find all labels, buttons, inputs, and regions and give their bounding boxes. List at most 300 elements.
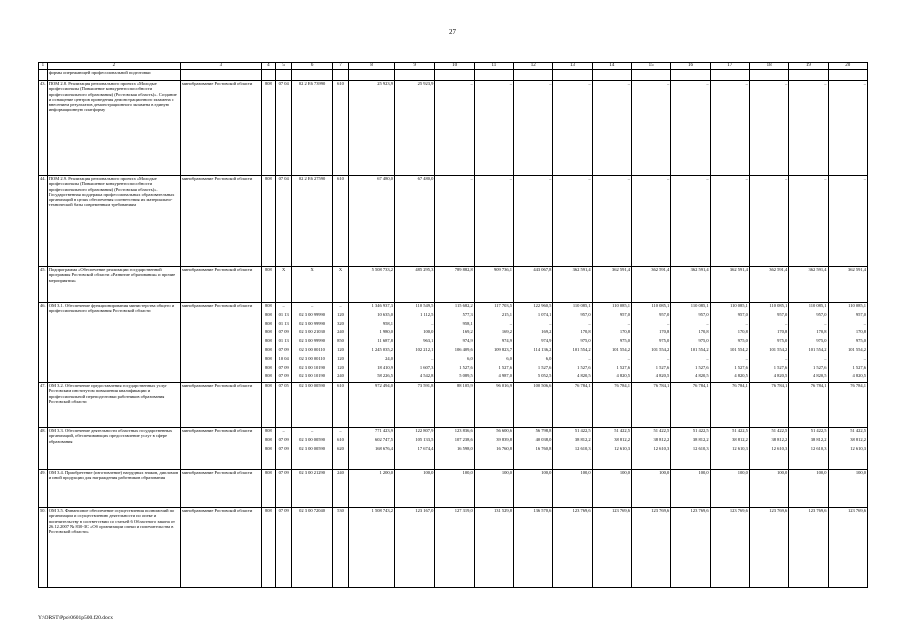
cell-value: 07 09: [278, 364, 289, 370]
cell-value: 12 610,3: [574, 445, 591, 451]
value-cell: [710, 176, 749, 267]
cell-value: 974,9: [501, 338, 513, 344]
value-cell: [631, 303, 670, 383]
cell-value: 110 085,1: [730, 303, 748, 308]
value-cell: [631, 267, 670, 303]
cell-value: 02 2 Е6 73990: [298, 81, 326, 86]
row-number: 50.: [39, 508, 48, 588]
cell-value: 127 319,0: [454, 508, 473, 514]
cell-value: 101 554,2: [769, 346, 788, 352]
cell-value: 12 610,3: [810, 445, 827, 451]
value-cell: [828, 81, 867, 176]
empty-cell: [710, 70, 749, 81]
table-row: [39, 508, 868, 588]
value-cell: [592, 267, 631, 303]
row-number: 46.: [39, 303, 48, 383]
cell-value: 120: [337, 364, 344, 370]
row-executor: минобразование Ростовской области: [180, 303, 261, 383]
cell-value: 131 529,8: [494, 508, 513, 514]
empty-cell: [592, 70, 631, 81]
cell-value: –: [784, 176, 788, 181]
cell-value: 123 769,6: [690, 508, 709, 514]
cell-value: 38 812,2: [653, 436, 670, 442]
cell-value: 4 820,5: [655, 373, 670, 379]
value-cell: [474, 508, 513, 588]
value-cell: [592, 176, 631, 267]
value-cell: [592, 81, 631, 176]
cell-value: 110 549,5: [415, 303, 434, 308]
cell-value: 1 527,6: [655, 364, 670, 370]
cell-value: 958,1: [462, 320, 473, 326]
cell-value: 38 812,2: [850, 436, 866, 442]
cell-value: 974,9: [462, 338, 473, 344]
row-name: ОМ 3.3. Обеспечение деятельности областных государственных организаций, обеспечивающих предоставление услуг в сфере образования: [47, 428, 180, 470]
empty-cell: [435, 70, 474, 81]
cell-value: 56 600,6: [496, 428, 513, 434]
value-cell: [275, 470, 291, 508]
cell-value: –: [339, 303, 342, 308]
cell-value: 1 527,6: [537, 364, 552, 370]
cell-value: 51 422,5: [732, 428, 748, 434]
empty-cell: [349, 70, 395, 81]
value-cell: [435, 81, 474, 176]
cell-value: 100 506,6: [533, 383, 552, 389]
value-cell: [553, 383, 592, 428]
value-cell: [592, 470, 631, 508]
cell-value: 4 542,8: [419, 373, 434, 379]
value-cell: [749, 176, 788, 267]
value-cell: [395, 428, 435, 470]
cell-value: 975,0: [777, 338, 788, 344]
cell-value: –: [470, 81, 473, 86]
cell-value: –: [588, 81, 591, 86]
empty-cell: [261, 70, 275, 81]
cell-value: 975,0: [855, 338, 866, 344]
column-header: 15: [631, 63, 670, 70]
cell-value: 38 812,2: [692, 436, 709, 442]
cell-value: 808: [265, 176, 272, 181]
value-cell: [553, 428, 592, 470]
value-cell: [789, 176, 828, 267]
cell-value: 51 422,5: [850, 428, 866, 434]
cell-value: 1 508 743,2: [371, 508, 393, 514]
value-cell: [332, 428, 348, 470]
cell-value: 24,0: [385, 355, 393, 361]
value-cell: [349, 81, 395, 176]
cell-value: 01 13: [278, 338, 289, 344]
empty-cell: [332, 70, 348, 81]
value-cell: [514, 81, 553, 176]
value-cell: [514, 470, 553, 508]
cell-value: –: [431, 355, 434, 361]
cell-value: 963,1: [423, 338, 434, 344]
value-cell: [631, 81, 670, 176]
cell-value: 850: [337, 338, 344, 344]
cell-value: –: [863, 81, 866, 86]
row-executor: минобразование Ростовской области: [180, 470, 261, 508]
cell-value: 02 2 Е6 27590: [298, 176, 326, 181]
value-cell: [332, 383, 348, 428]
cell-value: 100,0: [541, 470, 552, 476]
cell-value: 909 736,1: [494, 267, 513, 272]
cell-value: 320: [337, 320, 344, 326]
cell-value: 51 422,5: [692, 428, 709, 434]
cell-value: 4 987,0: [498, 373, 513, 379]
column-header: 16: [671, 63, 710, 70]
cell-value: 1 527,6: [459, 364, 473, 370]
cell-value: 610: [337, 81, 344, 86]
value-cell: [261, 176, 275, 267]
cell-value: 808: [265, 320, 272, 326]
cell-value: 1 245 035,2: [371, 346, 393, 352]
cell-value: 610: [337, 383, 344, 389]
cell-value: –: [588, 176, 591, 181]
budget-table: [38, 62, 868, 588]
cell-value: –: [706, 320, 709, 326]
cell-value: 5 089,5: [459, 373, 473, 379]
cell-value: 73 591,8: [417, 383, 434, 389]
column-header: 4: [261, 63, 275, 70]
value-cell: [395, 383, 435, 428]
cell-value: 01 13: [278, 311, 289, 317]
cell-value: 100,0: [855, 470, 866, 476]
cell-value: 4 820,5: [734, 373, 748, 379]
cell-value: 07 09: [278, 508, 289, 514]
cell-value: 07 09: [278, 373, 289, 379]
cell-value: 07 09: [278, 445, 289, 451]
cell-value: 18 410,9: [377, 364, 393, 370]
column-header: 13: [553, 63, 592, 70]
cell-value: 170,8: [816, 329, 827, 335]
cell-value: 4 820,5: [813, 373, 827, 379]
cell-value: 02 3 00 99990: [299, 311, 325, 317]
cell-value: 972 494,0: [375, 383, 393, 389]
row-number: 43.: [39, 81, 48, 176]
column-header: 14: [592, 63, 631, 70]
cell-value: 975,0: [580, 338, 591, 344]
cell-value: 58 226,5: [377, 373, 393, 379]
value-cell: [749, 470, 788, 508]
cell-value: –: [863, 355, 866, 361]
column-header: 19: [789, 63, 828, 70]
cell-value: 1 527,6: [734, 364, 748, 370]
cell-value: 122 807,9: [415, 428, 434, 434]
cell-value: 362 591,4: [651, 267, 670, 272]
cell-value: –: [627, 176, 630, 181]
column-header: 18: [749, 63, 788, 70]
cell-value: –: [824, 355, 827, 361]
cell-value: –: [784, 355, 788, 361]
cell-value: 808: [265, 329, 272, 335]
cell-value: X: [310, 267, 314, 272]
value-cell: [275, 267, 291, 303]
value-cell: [671, 176, 710, 267]
cell-value: 4 820,5: [577, 373, 591, 379]
value-cell: [349, 508, 395, 588]
value-cell: [710, 303, 749, 383]
header-row: [39, 63, 868, 70]
value-cell: [435, 428, 474, 470]
cell-value: 110 085,1: [651, 303, 670, 308]
value-cell: [749, 303, 788, 383]
cell-value: 4 820,5: [773, 373, 788, 379]
value-cell: [789, 428, 828, 470]
column-header: 1: [39, 63, 48, 70]
value-cell: [671, 81, 710, 176]
cell-value: 16 760,8: [496, 445, 513, 451]
cell-value: 100,0: [501, 470, 513, 476]
cell-value: 07 09: [278, 470, 289, 476]
cell-value: 240: [337, 373, 344, 379]
cell-value: 808: [265, 81, 272, 86]
cell-value: 02 3 00 00590: [299, 383, 325, 389]
cell-value: –: [745, 81, 748, 86]
cell-value: –: [667, 176, 670, 181]
table-row: [39, 383, 868, 428]
file-path-footer: Y:\ORST\Ppo\0601p500.f20.docx: [38, 615, 113, 621]
column-header: 2: [47, 63, 180, 70]
value-cell: [789, 508, 828, 588]
value-cell: [592, 303, 631, 383]
cell-value: 51 422,5: [771, 428, 788, 434]
value-cell: [631, 383, 670, 428]
cell-value: 100,0: [777, 470, 788, 476]
cell-value: 12 610,3: [653, 445, 670, 451]
cell-value: 170,8: [777, 329, 788, 335]
cell-value: 1 200,0: [379, 470, 393, 476]
cell-value: 1 527,6: [577, 364, 591, 370]
cell-value: 100,0: [659, 470, 670, 476]
cell-value: 100,0: [423, 470, 434, 476]
value-cell: [631, 176, 670, 267]
cell-value: 485 295,3: [415, 267, 434, 272]
column-header: 8: [349, 63, 395, 70]
value-cell: [332, 303, 348, 383]
cell-value: 136 570,6: [533, 508, 552, 514]
cell-value: –: [310, 303, 314, 308]
cell-value: 56 798,8: [535, 428, 552, 434]
cell-value: 02 3 00 00590: [299, 445, 325, 451]
cell-value: 120: [337, 355, 344, 361]
empty-cell: [395, 70, 435, 81]
cell-value: –: [824, 320, 827, 326]
value-cell: [828, 303, 867, 383]
cell-value: 443 067,8: [533, 267, 552, 272]
column-header: 5: [275, 63, 291, 70]
cell-value: X: [338, 267, 343, 272]
cell-value: –: [706, 81, 709, 86]
value-cell: [514, 176, 553, 267]
value-cell: [435, 176, 474, 267]
cell-value: 6,0: [467, 355, 473, 361]
cell-value: 115 682,2: [454, 303, 473, 308]
cell-value: 170,8: [659, 329, 670, 335]
cell-value: 957,0: [698, 311, 709, 317]
cell-value: 38 812,2: [771, 436, 788, 442]
value-cell: [395, 81, 435, 176]
cell-value: 975,0: [816, 338, 827, 344]
cell-value: 1 527,6: [813, 364, 827, 370]
cell-value: 1 346 937,3: [371, 303, 393, 308]
value-cell: [631, 508, 670, 588]
value-cell: [292, 428, 332, 470]
value-cell: [435, 470, 474, 508]
cell-value: –: [627, 320, 630, 326]
cell-value: 808: [265, 311, 272, 317]
empty-cell: [180, 70, 261, 81]
value-cell: [631, 428, 670, 470]
value-cell: [349, 176, 395, 267]
cell-value: 02 3 00 00110: [299, 355, 325, 361]
cell-value: 120: [337, 346, 344, 352]
cell-value: –: [745, 320, 748, 326]
cell-value: 02 3 00 10190: [299, 364, 325, 370]
value-cell: [474, 176, 513, 267]
row-number: 44.: [39, 176, 48, 267]
row-executor: минобразование Ростовской области: [180, 176, 261, 267]
value-cell: [514, 508, 553, 588]
value-cell: [395, 176, 435, 267]
cell-value: 1 527,6: [695, 364, 709, 370]
cell-value: 07 09: [278, 329, 289, 335]
cell-value: 38 812,2: [614, 436, 630, 442]
cell-value: 975,0: [659, 338, 670, 344]
cell-value: 123 769,6: [808, 508, 827, 514]
cell-value: 808: [265, 436, 272, 442]
table-header: [39, 63, 868, 70]
cell-value: –: [784, 320, 788, 326]
cell-value: 168 676,4: [375, 445, 393, 451]
cell-value: 974,9: [541, 338, 552, 344]
row-number: [39, 70, 48, 81]
value-cell: [261, 81, 275, 176]
cell-value: 808: [265, 373, 272, 379]
cell-value: –: [549, 320, 552, 326]
cell-value: 76 784,1: [850, 383, 866, 389]
value-cell: [710, 470, 749, 508]
value-cell: [553, 267, 592, 303]
value-cell: [789, 470, 828, 508]
value-cell: [828, 428, 867, 470]
cell-value: 808: [265, 338, 272, 344]
row-name: ПОМ 2.9. Реализация регионального проекта «Молодые профессионалы (Повышение конкурентоспособности профессионального образования) (Ростовская область)». Государственная поддержка профессиональных образовательных организаций в целях обеспечения соответствия их материально-технической базы современным требованиям: [47, 176, 180, 267]
cell-value: 110 085,1: [848, 303, 866, 308]
value-cell: [332, 470, 348, 508]
value-cell: [514, 383, 553, 428]
cell-value: 362 591,4: [690, 267, 709, 272]
value-cell: [671, 267, 710, 303]
cell-value: –: [863, 176, 866, 181]
cell-value: 67 480,0: [417, 176, 434, 181]
row-number: 47.: [39, 383, 48, 428]
cell-value: 170,8: [619, 329, 630, 335]
cell-value: 1 607,3: [419, 364, 434, 370]
cell-value: 07 09: [278, 346, 289, 352]
cell-value: –: [282, 428, 285, 434]
value-cell: [828, 508, 867, 588]
cell-value: –: [627, 81, 630, 86]
cell-value: –: [863, 320, 866, 326]
value-cell: [553, 176, 592, 267]
cell-value: 808: [265, 470, 272, 476]
cell-value: 789 882,8: [454, 267, 473, 272]
cell-value: 12 610,3: [614, 445, 630, 451]
cell-value: 11 687,8: [377, 338, 393, 344]
value-cell: [292, 267, 332, 303]
value-cell: [749, 81, 788, 176]
value-cell: [261, 470, 275, 508]
empty-cell: [474, 70, 513, 81]
cell-value: 240: [337, 470, 344, 476]
cell-value: 76 784,1: [732, 383, 748, 389]
cell-value: –: [549, 176, 552, 181]
cell-value: –: [627, 355, 630, 361]
value-cell: [553, 470, 592, 508]
value-cell: [349, 267, 395, 303]
cell-value: 530: [337, 508, 344, 514]
cell-value: 40 038,0: [535, 436, 552, 442]
cell-value: 100,0: [423, 329, 434, 335]
empty-cell: [292, 70, 332, 81]
row-name: ПОМ 2.8. Реализация регионального проекта «Молодые профессионалы (Повышение конкурентоспособности профессионального образования) (Ростовская область)». Создание и оснащение центров проведения демонстрационного экзамена с внесением результатов демонстрационного экзамена в единую информационную платформу: [47, 81, 180, 176]
cell-value: 109 823,7: [494, 346, 513, 352]
cell-value: 610: [337, 176, 344, 181]
value-cell: [789, 383, 828, 428]
column-header: 11: [474, 63, 513, 70]
empty-cell: [789, 70, 828, 81]
cell-value: –: [784, 81, 788, 86]
cell-value: 170,8: [698, 329, 709, 335]
cell-value: 808: [265, 508, 272, 514]
cell-value: 12 610,3: [771, 445, 788, 451]
row-number: 45.: [39, 267, 48, 303]
cell-value: 808: [265, 383, 272, 389]
cell-value: 02 3 00 21290: [299, 470, 325, 476]
cell-value: 120: [337, 311, 344, 317]
cell-value: 12 610,3: [692, 445, 709, 451]
value-cell: [514, 303, 553, 383]
cell-value: 39 839,8: [496, 436, 513, 442]
cell-value: 16 598,0: [456, 445, 473, 451]
cell-value: 808: [265, 267, 272, 272]
cell-value: 114 136,2: [533, 346, 552, 352]
cell-value: 25 923,9: [377, 81, 393, 86]
value-cell: [710, 428, 749, 470]
cell-value: –: [667, 355, 670, 361]
row-executor: минобразование Ростовской области: [180, 81, 261, 176]
value-cell: [292, 303, 332, 383]
cell-value: 110 085,1: [769, 303, 788, 308]
value-cell: [710, 508, 749, 588]
value-cell: [474, 303, 513, 383]
cell-value: 100,0: [619, 470, 630, 476]
value-cell: [553, 508, 592, 588]
cell-value: 6,0: [506, 355, 513, 361]
value-cell: [671, 383, 710, 428]
cell-value: 362 591,4: [729, 267, 748, 272]
empty-cell: [514, 70, 553, 81]
cell-value: 105 133,5: [415, 436, 434, 442]
value-cell: [349, 470, 395, 508]
cell-value: 100,0: [737, 470, 748, 476]
value-cell: [435, 383, 474, 428]
cell-value: 957,0: [737, 311, 748, 317]
cell-value: 215,1: [501, 311, 513, 317]
cell-value: 12 610,3: [850, 445, 866, 451]
cell-value: 76 784,1: [692, 383, 709, 389]
cell-value: 101 554,2: [808, 346, 827, 352]
cell-value: 07 09: [278, 436, 289, 442]
